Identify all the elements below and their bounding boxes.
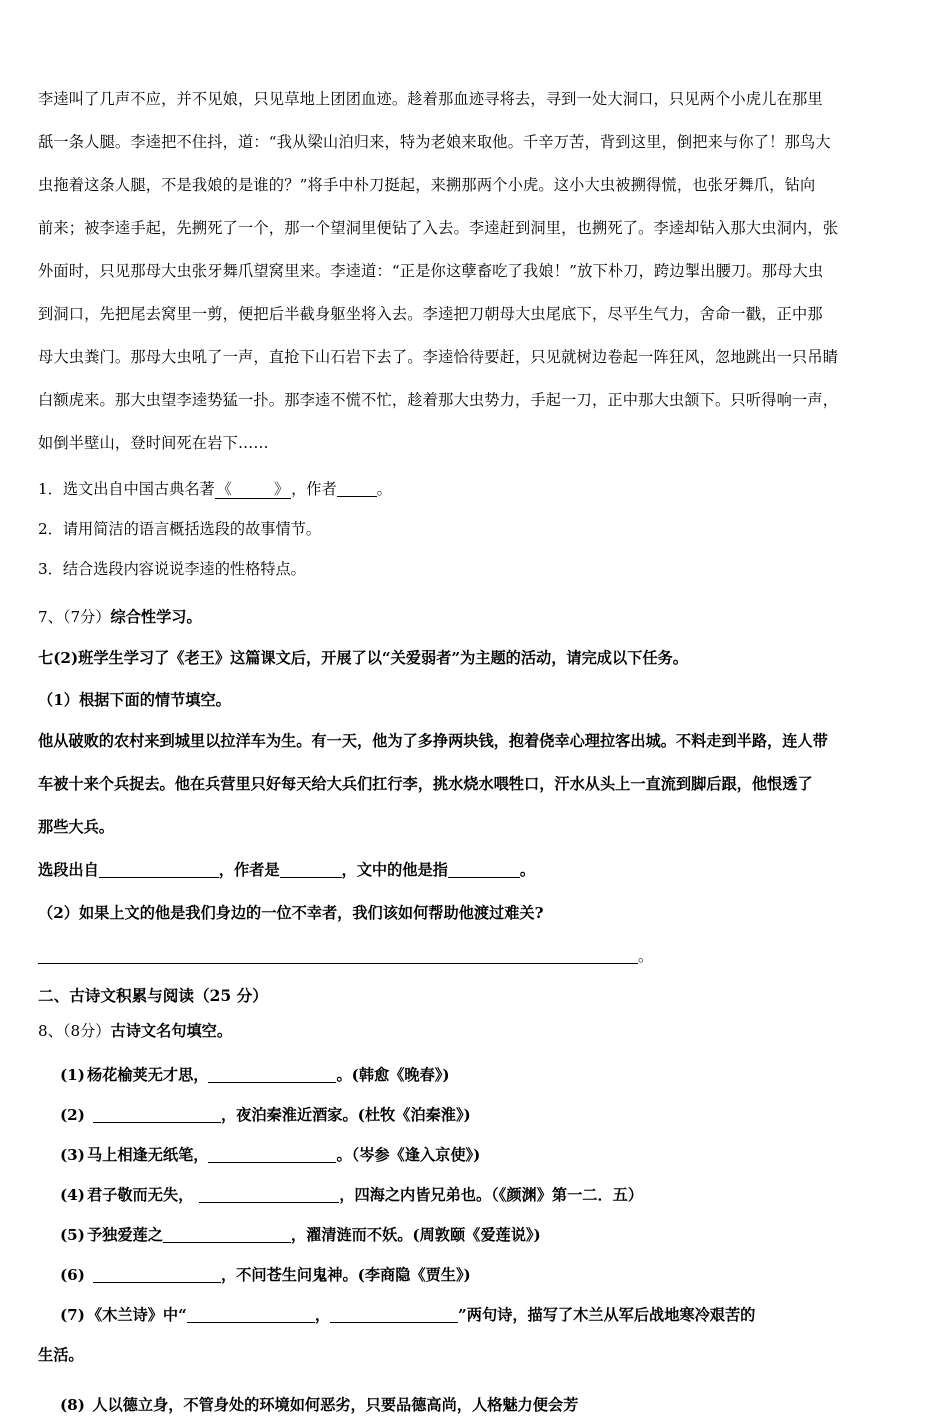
question-7-answer-row xyxy=(38,935,912,977)
item-after: ”两句诗，描写了木兰从军后战地寒冷艰苦的 xyxy=(458,1306,756,1324)
passage-line: 前来；被李逵手起，先搠死了一个，那一个望洞里便钻了入去。李逵赶到洞里，也搠死了。李逵却钻入那大虫洞内，张 xyxy=(38,219,839,237)
question-text-tail: 。 xyxy=(376,480,392,498)
question-7-header xyxy=(38,597,912,637)
item-mid: ， xyxy=(314,1306,331,1324)
question-text: 请用简洁的语言概括选段的故事情节。 xyxy=(62,520,322,538)
question-7-title: 综合性学习。 xyxy=(110,608,202,626)
answer-tail: 。 xyxy=(638,947,654,965)
question-number: 1． xyxy=(38,480,63,498)
item-before: 杨花榆荚无才思， xyxy=(86,1066,209,1084)
item-before: 《木兰诗》中“ xyxy=(86,1306,187,1324)
question-number: 2． xyxy=(38,520,63,538)
item-index: (6) xyxy=(60,1266,85,1284)
story-line: 他从破败的农村来到城里以拉洋车为生。有一天，他为了多挣两块钱，抱着侥幸心理拉客出城。不料走到半路，连人带 xyxy=(38,732,828,750)
item-index: (3) xyxy=(60,1146,85,1164)
poem-blank-a[interactable] xyxy=(187,1306,315,1323)
question-7-intro: 七(2)班学生学习了《老王》这篇课文后，开展了以“关爱弱者”为主题的活动，请完成以下任务。 xyxy=(38,649,688,667)
source-blank[interactable] xyxy=(99,861,219,878)
passage-line: 如倒半壁山，登时间死在岩下…… xyxy=(38,434,269,452)
fill-mid-1: ，作者是 xyxy=(218,861,280,879)
passage-question-3 xyxy=(38,549,912,589)
question-text: 选文出自中国古典名著 xyxy=(62,480,215,498)
passage-question-2 xyxy=(38,509,912,549)
poem-blank[interactable] xyxy=(163,1226,291,1243)
passage-line: 舐一条人腿。李逵把不住抖，道：“我从梁山泊归来，特为老娘来取他。千辛万苦，背到这里，倒把来与你了！那鸟大 xyxy=(38,133,831,151)
writer-blank[interactable] xyxy=(280,861,342,878)
item-index: (4) xyxy=(60,1186,85,1204)
fill-mid-2: ，文中的他是指 xyxy=(341,861,448,879)
passage-line: 虫拖着这条人腿，不是我娘的是谁的？”将手中朴刀挺起，来搠那两个小虎。这小大虫被搠得慌，也张牙舞爪，钻向 xyxy=(38,176,816,194)
answer-blank[interactable] xyxy=(38,947,638,964)
book-title-blank[interactable] xyxy=(215,482,291,499)
item-after: ，夜泊秦淮近酒家。(杜牧《泊秦淮》) xyxy=(220,1106,471,1124)
item-before: 予独爱莲之 xyxy=(86,1226,163,1244)
poem-item-5 xyxy=(38,1215,912,1255)
poem-item-3 xyxy=(38,1135,912,1175)
bookmark-close: 》 xyxy=(273,480,290,498)
item-after: ，四海之内皆兄弟也。（《颜渊》第一二．五） xyxy=(339,1186,644,1204)
poem-item-7-wrap: 生活。 xyxy=(38,1346,84,1364)
question-text-mid: ，作者 xyxy=(291,480,337,498)
author-blank[interactable] xyxy=(337,480,377,497)
passage-line: 母大虫粪门。那母大虫吼了一声，直抢下山石岩下去了。李逵恰待要赶，只见就树边卷起一阵狂风，忽地跳出一只吊睛 xyxy=(38,348,839,366)
item-after: ，濯清涟而不妖。(周敦颐《爱莲说》) xyxy=(290,1226,541,1244)
question-8-title: 古诗文名句填空。 xyxy=(110,1022,232,1040)
item-index: (2) xyxy=(60,1106,85,1124)
question-number: 3． xyxy=(38,560,63,578)
story-line: 那些大兵。 xyxy=(38,818,114,836)
poem-blank[interactable] xyxy=(93,1106,221,1123)
question-7-sub2-label: （2）如果上文的他是我们身边的一位不幸者，我们该如何帮助他渡过难关? xyxy=(38,904,544,922)
fill-tail: 。 xyxy=(519,861,535,879)
referent-blank[interactable] xyxy=(448,861,520,878)
passage-line: 白额虎来。那大虫望李逵势猛一扑。那李逵不慌不忙，趁着那大虫势力，手起一刀，正中那大虫颔下。只听得响一声， xyxy=(38,391,839,409)
question-7-fill-row xyxy=(38,849,912,892)
passage-line: 李逵叫了几声不应，并不见娘，只见草地上团团血迹。趁着那血迹寻将去，寻到一处大洞口，只见两个小虎儿在那里 xyxy=(38,90,823,108)
passage-line: 到洞口，先把尾去窝里一剪，便把后半截身躯坐将入去。李逵把刀朝母大虫尾底下，尽平生气力，舍命一戳，正中那 xyxy=(38,305,823,323)
fill-prefix: 选段出自 xyxy=(38,861,99,879)
passage-question-1 xyxy=(38,469,912,509)
poem-blank[interactable] xyxy=(93,1266,221,1283)
poem-item-7 xyxy=(38,1295,912,1335)
item-index: (5) xyxy=(60,1226,85,1244)
question-8-number: 8、 xyxy=(38,1022,63,1040)
item-index: (8) xyxy=(60,1396,85,1414)
bookmark-open: 《 xyxy=(216,480,232,498)
poem-blank[interactable] xyxy=(208,1066,336,1083)
item-index: (1) xyxy=(60,1066,85,1084)
item-after: 。(韩愈《晚春》) xyxy=(336,1066,450,1084)
poem-blank-b[interactable] xyxy=(330,1306,458,1323)
question-text: 结合选段内容说说李逵的性格特点。 xyxy=(62,560,306,578)
poem-blank[interactable] xyxy=(208,1146,336,1163)
poem-item-2 xyxy=(38,1095,912,1135)
poem-blank[interactable] xyxy=(199,1186,339,1203)
item-text: 人以德立身，不管身处的环境如何恶劣，只要品德高尚，人格魅力便会芳 xyxy=(92,1396,579,1414)
question-7-story xyxy=(38,720,912,849)
question-8-score: （8分） xyxy=(62,1022,111,1040)
poem-item-6 xyxy=(38,1255,912,1295)
section-2-heading: 二、古诗文积累与阅读（25 分） xyxy=(38,986,268,1005)
passage-line: 外面时，只见那母大虫张牙舞爪望窝里来。李逵道：“正是你这孽畜吃了我娘！”放下朴刀，跨边掣出腰刀。那母大虫 xyxy=(38,262,824,280)
item-before: 君子敬而无失， xyxy=(86,1186,194,1204)
question-8-header xyxy=(38,1011,912,1051)
question-7-sub1-label: （1）根据下面的情节填空。 xyxy=(38,691,231,709)
question-7-number: 7、 xyxy=(38,608,63,626)
item-before: 马上相逢无纸笔， xyxy=(86,1146,209,1164)
item-after: ，不问苍生问鬼神。(李商隐《贾生》) xyxy=(220,1266,471,1284)
poem-item-8 xyxy=(38,1385,912,1425)
story-line: 车被十来个兵捉去。他在兵营里只好每天给大兵们扛行李，挑水烧水喂牲口，汗水从头上一直流到脚后跟，他恨透了 xyxy=(38,775,813,793)
passage-block xyxy=(38,78,912,465)
poem-item-1 xyxy=(38,1055,912,1095)
poem-item-4 xyxy=(38,1175,912,1215)
item-after: 。（岑参《逢入京使》) xyxy=(336,1146,481,1164)
question-7-score: （7分） xyxy=(62,608,111,626)
item-index: (7) xyxy=(60,1306,85,1324)
